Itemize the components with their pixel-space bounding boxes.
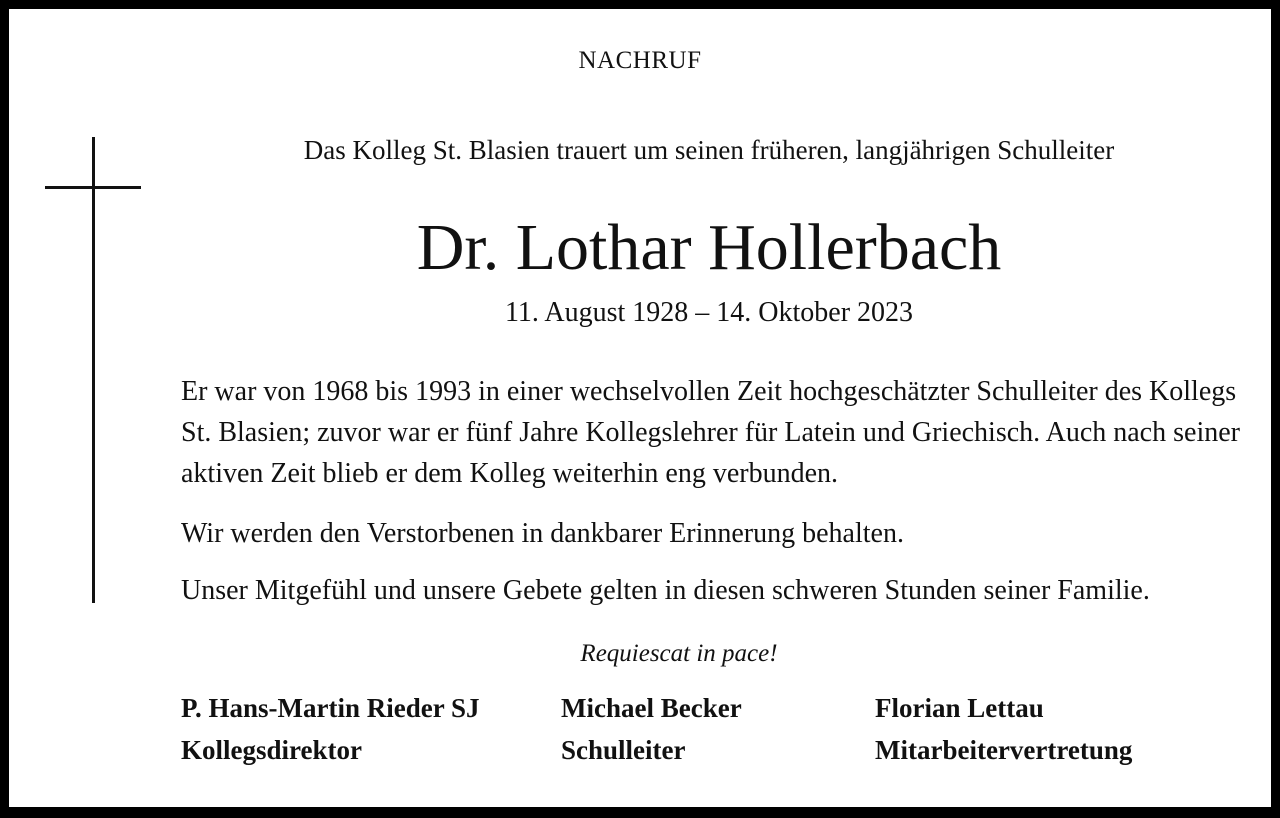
intro-line: Das Kolleg St. Blasien trauert um seinen früheren, langjährigen Schulleiter xyxy=(303,135,1115,165)
remembrance-paragraph: Wir werden den Verstorbenen in dankbarer Erinnerung behalten. xyxy=(181,518,904,549)
signer-name: P. Hans-Martin Rieder SJ xyxy=(181,693,480,723)
cross-horizontal-bar xyxy=(45,186,141,189)
closing-phrase: Requiescat in pace! xyxy=(580,640,778,667)
signer-block xyxy=(181,687,480,771)
signer-role: Kollegsdirektor xyxy=(181,735,362,765)
signer-name: Michael Becker xyxy=(561,693,742,723)
cross-vertical-bar xyxy=(92,137,95,603)
signer-block xyxy=(561,687,742,771)
signer-role: Schulleiter xyxy=(561,735,686,765)
life-dates: 11. August 1928 – 14. Oktober 2023 xyxy=(504,297,914,328)
condolence-paragraph: Unser Mitgefühl und unsere Gebete gelten in diesen schweren Stunden seiner Familie. xyxy=(181,575,1150,606)
signer-role: Mitarbeitervertretung xyxy=(875,735,1133,765)
obituary-notice xyxy=(9,9,1271,807)
notice-heading: NACHRUF xyxy=(578,47,702,74)
signer-block xyxy=(875,687,1132,771)
deceased-name: Dr. Lothar Hollerbach xyxy=(416,211,1002,284)
signer-name: Florian Lettau xyxy=(875,693,1044,723)
biography-paragraph: Er war von 1968 bis 1993 in einer wechselvollen Zeit hochgeschätzter Schulleiter des Kollegs St. Blasien; zuvor war er fünf Jahre Kollegslehrer für Latein und Griechisch. Auch nach seiner aktiven Zeit blieb er dem Kolleg weiterhin eng verbunden. xyxy=(181,376,1240,489)
